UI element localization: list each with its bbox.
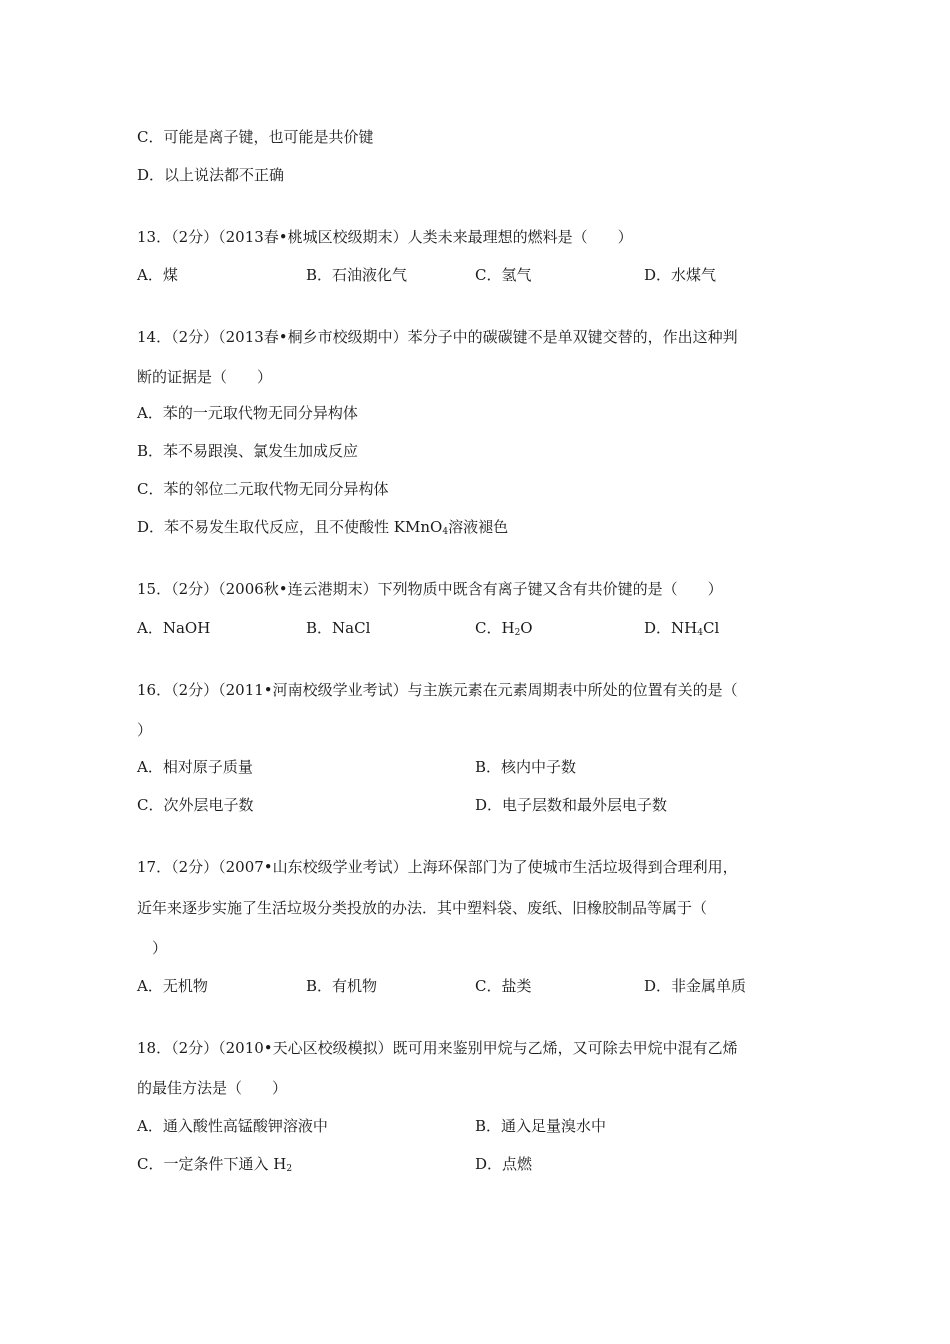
q14-stem-line1: 14．（2分）（2013春•桐乡市校级期中）苯分子中的碳碳键不是单双键交替的，作出这种判	[137, 328, 738, 346]
q14-option-d-subscript: 4	[442, 527, 449, 537]
q17-option-b: B．有机物	[306, 977, 378, 995]
q17-stem-line3: ）	[152, 939, 168, 957]
q18-option-c-subscript: 2	[286, 1164, 293, 1174]
q17-option-c: C．盐类	[475, 977, 532, 995]
q15-option-c-text: C．H	[475, 619, 515, 637]
q17-option-a: A．无机物	[137, 977, 208, 995]
q15-option-c-text-end: O	[520, 619, 533, 637]
q14-option-d-text-end: 溶液褪色	[448, 518, 509, 536]
q17-stem-line2: 近年来逐步实施了生活垃圾分类投放的办法．其中塑料袋、废纸、旧橡胶制品等属于（	[137, 899, 708, 917]
q12-option-c: C．可能是离子键，也可能是共价键	[137, 128, 374, 146]
q15-option-d	[644, 618, 719, 643]
q15-stem: 15．（2分）（2006秋•连云港期末）下列物质中既含有离子键又含有共价键的是（ ）	[137, 580, 723, 598]
q13-option-b: B．石油液化气	[306, 266, 408, 284]
q14-option-d-text: D．苯不易发生取代反应，且不使酸性 KMnO	[137, 518, 443, 536]
q14-option-b: B．苯不易跟溴、氯发生加成反应	[137, 442, 359, 460]
q16-option-b: B．核内中子数	[475, 758, 577, 776]
q14-stem-line2: 断的证据是（ ）	[137, 368, 273, 386]
q16-option-a: A．相对原子质量	[137, 758, 253, 776]
q18-option-b: B．通入足量溴水中	[475, 1117, 607, 1135]
q15-option-c	[475, 618, 533, 643]
q13-option-a: A．煤	[137, 266, 178, 284]
q16-option-d: D．电子层数和最外层电子数	[475, 796, 668, 814]
q15-option-a: A．NaOH	[137, 619, 211, 637]
q18-stem-line2: 的最佳方法是（ ）	[137, 1079, 288, 1097]
q18-option-a: A．通入酸性高锰酸钾溶液中	[137, 1117, 328, 1135]
q16-stem-line1: 16．（2分）（2011•河南校级学业考试）与主族元素在元素周期表中所处的位置有关的是（	[137, 681, 738, 699]
q18-option-c	[137, 1154, 292, 1179]
q15-option-d-text: D．NH	[644, 619, 698, 637]
q16-stem-line2: ）	[137, 721, 153, 739]
q14-option-d	[137, 517, 508, 542]
q12-option-d: D．以上说法都不正确	[137, 166, 285, 184]
q18-option-c-text: C．一定条件下通入 H	[137, 1155, 287, 1173]
q15-option-b: B．NaCl	[306, 619, 371, 637]
q13-option-c: C．氢气	[475, 266, 532, 284]
q13-option-d: D．水煤气	[644, 266, 717, 284]
q18-option-d: D．点燃	[475, 1155, 533, 1173]
q15-option-d-subscript: 4	[697, 628, 703, 638]
q17-option-d: D．非金属单质	[644, 977, 747, 995]
q18-stem-line1: 18．（2分）（2010•天心区校级模拟）既可用来鉴别甲烷与乙烯，又可除去甲烷中混有乙烯	[137, 1039, 738, 1057]
q14-option-c: C．苯的邻位二元取代物无同分异构体	[137, 480, 389, 498]
q16-option-c: C．次外层电子数	[137, 796, 254, 814]
q15-option-c-subscript: 2	[514, 628, 521, 638]
q17-stem-line1: 17．（2分）（2007•山东校级学业考试）上海环保部门为了使城市生活垃圾得到合理利用，	[137, 858, 738, 876]
q13-stem: 13．（2分）（2013春•桃城区校级期末）人类未来最理想的燃料是（ ）	[137, 228, 633, 246]
q14-option-a: A．苯的一元取代物无同分异构体	[137, 404, 358, 422]
q15-option-d-text-end: Cl	[702, 619, 720, 637]
